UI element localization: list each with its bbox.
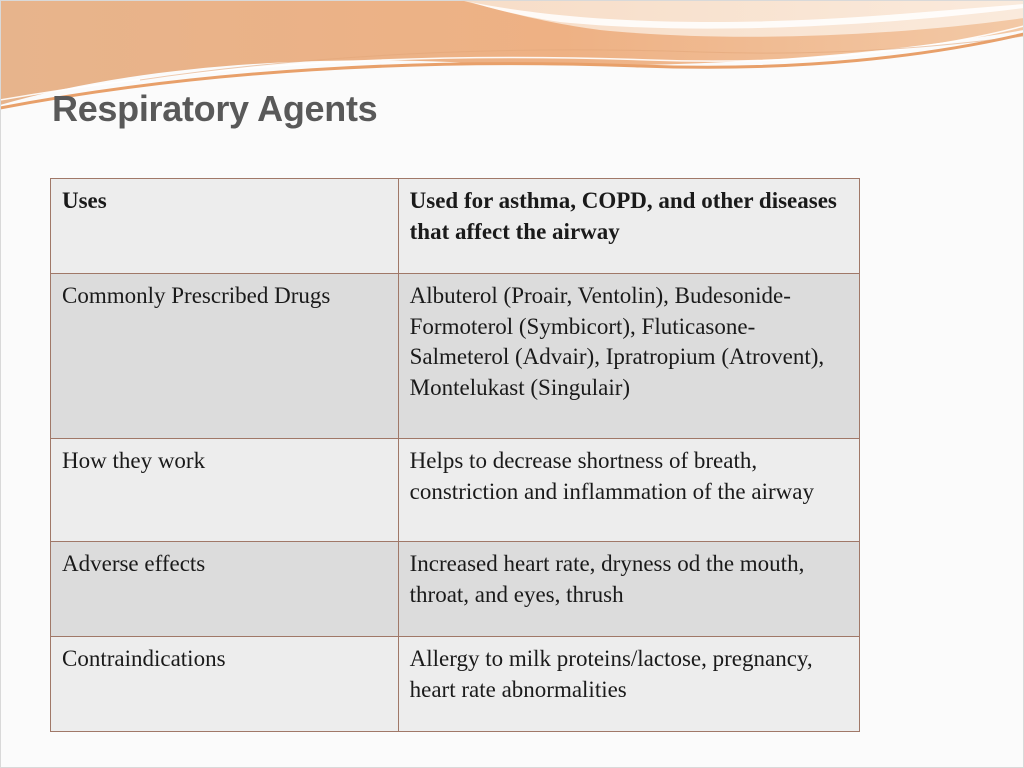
row-label-drugs: Commonly Prescribed Drugs <box>51 274 399 439</box>
row-value-adverse-effects: Increased heart rate, dryness od the mouth, throat, and eyes, thrush <box>398 542 859 637</box>
respiratory-agents-table <box>50 178 860 732</box>
table-row-drugs <box>51 274 860 439</box>
row-label-contraindications: Contraindications <box>51 637 399 732</box>
table-row-contraindications <box>51 637 860 732</box>
row-label-adverse-effects: Adverse effects <box>51 542 399 637</box>
row-value-uses: Used for asthma, COPD, and other diseases that affect the airway <box>398 179 859 274</box>
table-row-how-they-work <box>51 439 860 542</box>
slide-title: Respiratory Agents <box>52 88 378 129</box>
row-value-drugs: Albuterol (Proair, Ventolin), Budesonide-Formoterol (Symbicort), Fluticasone-Salmeterol (Advair), Ipratropium (Atrovent), Montelukast (Singulair) <box>398 274 859 439</box>
table-row-uses <box>51 179 860 274</box>
row-label-how-they-work: How they work <box>51 439 399 542</box>
table-row-adverse-effects <box>51 542 860 637</box>
row-value-how-they-work: Helps to decrease shortness of breath, constriction and inflammation of the airway <box>398 439 859 542</box>
row-label-uses: Uses <box>51 179 399 274</box>
row-value-contraindications: Allergy to milk proteins/lactose, pregnancy, heart rate abnormalities <box>398 637 859 732</box>
